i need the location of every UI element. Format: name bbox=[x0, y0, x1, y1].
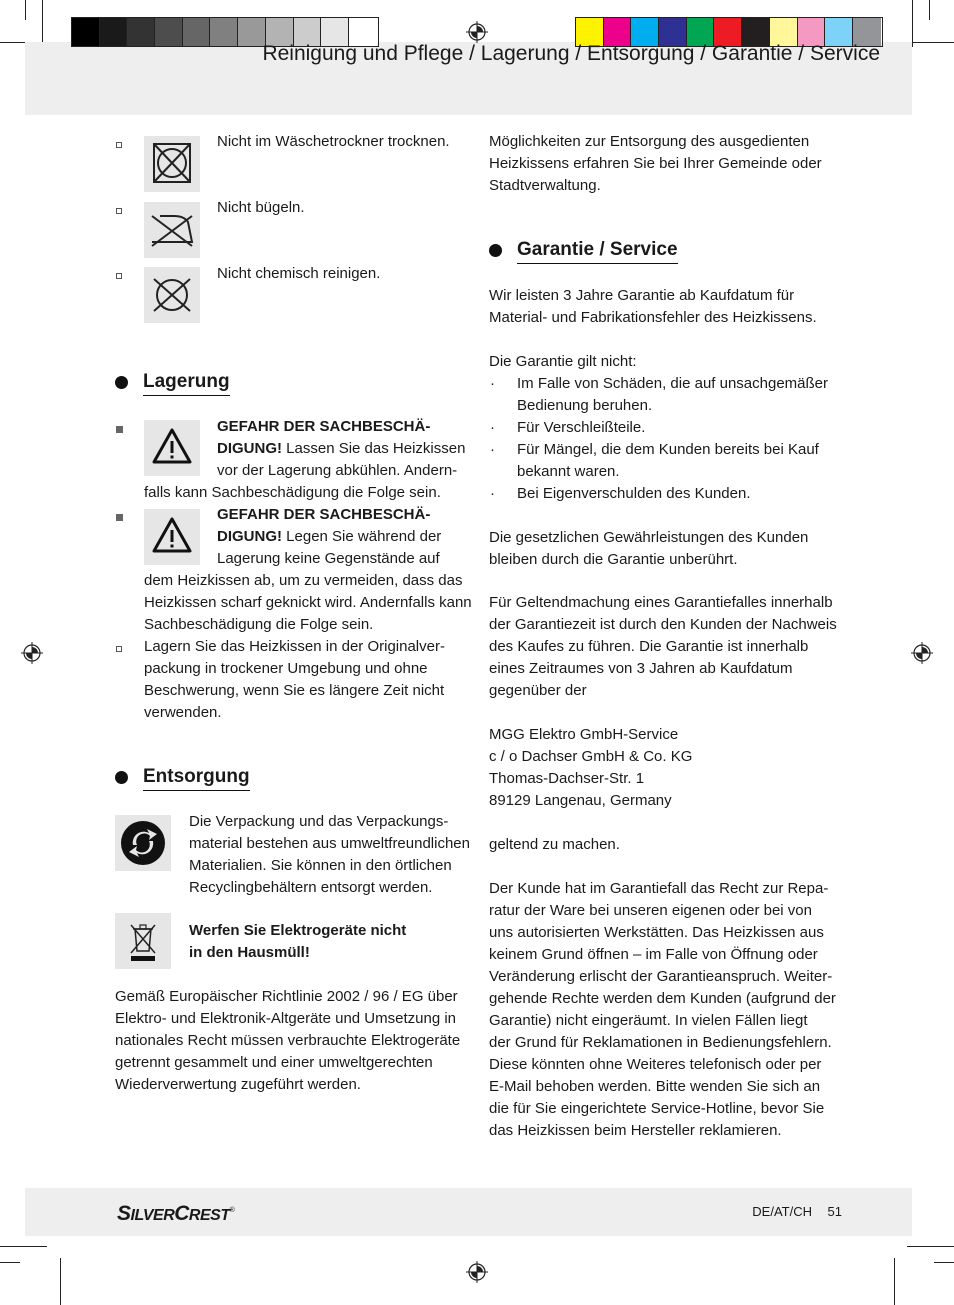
warranty-text: gegenüber der bbox=[489, 682, 587, 699]
list-bullet bbox=[116, 426, 123, 433]
warranty-text: E-Mail behoben werden. Bitte wenden Sie sich an bbox=[489, 1078, 821, 1095]
bullet-dot bbox=[115, 376, 128, 389]
disposal-intro: Möglichkeiten zur Entsorgung des ausgedienten bbox=[489, 133, 810, 150]
tip-text: Lagern Sie das Heizkissen in der Originalver- bbox=[144, 638, 445, 655]
warranty-text: die für Sie eingerichtete Service-Hotline, bevor Sie bbox=[489, 1100, 825, 1117]
list-bullet bbox=[116, 142, 122, 148]
warranty-exclusions-title: Die Garantie gilt nicht: bbox=[489, 353, 637, 370]
registration-mark-icon bbox=[21, 642, 43, 664]
warranty-text: Veränderung erlischt der Garantieanspruch. Weiter- bbox=[489, 968, 833, 985]
list-dot: · bbox=[490, 419, 495, 436]
warranty-text: der Garantiezeit ist durch den Kunden der Nachweis bbox=[489, 616, 837, 633]
silvercrest-logo: SILVERCREST® bbox=[117, 1202, 235, 1225]
warning-text: DIGUNG! Lassen Sie das Heizkissen bbox=[217, 440, 466, 457]
service-address: MGG Elektro GmbH-Service bbox=[489, 726, 679, 743]
warning-text: dem Heizkissen ab, um zu vermeiden, dass das bbox=[144, 572, 463, 589]
crop-mark bbox=[929, 0, 930, 20]
page-number: 51 bbox=[827, 1204, 842, 1219]
bullet-dot bbox=[489, 244, 502, 257]
warranty-text: Der Kunde hat im Garantiefall das Recht zur Repa- bbox=[489, 880, 829, 897]
warranty-text: der Grund für Reklamationen in Bedienungsfehlern. bbox=[489, 1034, 832, 1051]
color-swatch bbox=[155, 18, 183, 46]
warning-text: falls kann Sachbeschädigung die Folge sein. bbox=[144, 484, 441, 501]
disposal-intro: Stadtverwaltung. bbox=[489, 177, 601, 194]
list-bullet bbox=[116, 208, 122, 214]
crop-mark bbox=[934, 1262, 954, 1263]
care-text: Nicht bügeln. bbox=[217, 199, 305, 216]
crop-mark bbox=[25, 0, 26, 20]
recycling-green-dot-icon bbox=[115, 815, 171, 871]
warranty-text: Für Geltendmachung eines Garantiefalles innerhalb bbox=[489, 594, 833, 611]
no-iron-icon bbox=[144, 202, 200, 258]
bullet-dot bbox=[115, 771, 128, 784]
warranty-text: Diese könnten ohne Weiteres telefonisch oder per bbox=[489, 1056, 822, 1073]
crop-mark bbox=[60, 1258, 61, 1305]
care-text: Nicht chemisch reinigen. bbox=[217, 265, 381, 282]
exclusion-item: Bedienung beruhen. bbox=[517, 397, 653, 414]
warranty-text: gehende Rechte werden dem Kunden (aufgrund der bbox=[489, 990, 836, 1007]
warranty-text: eines Zeitraumes von 3 Jahren ab Kaufdatum bbox=[489, 660, 793, 677]
registration-mark-icon bbox=[466, 1261, 488, 1283]
warranty-text: Garantie) nicht eingeräumt. In vielen Fällen liegt bbox=[489, 1012, 808, 1029]
warning-icon bbox=[144, 420, 200, 476]
registration-mark-icon bbox=[466, 21, 488, 43]
warranty-text: Material- und Fabrikationsfehler des Heizkissens. bbox=[489, 309, 817, 326]
list-bullet bbox=[116, 646, 122, 652]
heading-label: Lagerung bbox=[143, 371, 230, 396]
list-bullet bbox=[116, 514, 123, 521]
exclusion-item: Bei Eigenverschulden des Kunden. bbox=[517, 485, 751, 502]
list-dot: · bbox=[490, 441, 495, 458]
recycle-text: Die Verpackung und das Verpackungs- bbox=[189, 813, 449, 830]
warranty-text: des Kaufes zu führen. Die Garantie ist innerhalb bbox=[489, 638, 809, 655]
crop-mark bbox=[0, 1262, 20, 1263]
recycle-text: Materialien. Sie können in den örtlichen bbox=[189, 857, 452, 874]
list-dot: · bbox=[490, 485, 495, 502]
warranty-text: keinem Grund öffnen – im Falle von Öffnung oder bbox=[489, 946, 818, 963]
service-address: 89129 Langenau, Germany bbox=[489, 792, 672, 809]
footer-band bbox=[25, 1188, 912, 1236]
warning-icon bbox=[144, 509, 200, 565]
heading-label: Entsorgung bbox=[143, 766, 250, 791]
color-swatch bbox=[100, 18, 128, 46]
color-swatch bbox=[183, 18, 211, 46]
warranty-text: ratur der Ware bei unseren eigenen oder bei von bbox=[489, 902, 812, 919]
warning-text: GEFAHR DER SACHBESCHÄ- bbox=[217, 418, 431, 435]
crop-mark bbox=[894, 1258, 895, 1305]
warranty-text: uns autorisierten Werkstätten. Das Heizkissen aus bbox=[489, 924, 824, 941]
registration-mark-icon bbox=[911, 642, 933, 664]
recycle-text: material bestehen aus umweltfreundlichen bbox=[189, 835, 470, 852]
warranty-text: Wir leisten 3 Jahre Garantie ab Kaufdatum für bbox=[489, 287, 795, 304]
crop-mark bbox=[0, 1246, 47, 1247]
directive-text: Gemäß Europäischer Richtlinie 2002 / 96 / EG über bbox=[115, 988, 458, 1005]
no-tumble-dry-icon bbox=[144, 136, 200, 192]
warranty-text: Die gesetzlichen Gewährleistungen des Kunden bbox=[489, 529, 809, 546]
warranty-text: geltend zu machen. bbox=[489, 836, 620, 853]
list-bullet bbox=[116, 273, 122, 279]
crossed-bin-icon bbox=[115, 913, 171, 969]
color-swatch bbox=[210, 18, 238, 46]
service-address: c / o Dachser GmbH & Co. KG bbox=[489, 748, 693, 765]
color-swatch bbox=[127, 18, 155, 46]
warning-text: GEFAHR DER SACHBESCHÄ- bbox=[217, 506, 431, 523]
recycle-text: Recyclingbehältern entsorgt werden. bbox=[189, 879, 433, 896]
directive-text: Elektro- und Elektronik-Altgeräte und Umsetzung in bbox=[115, 1010, 457, 1027]
page-title: Reinigung und Pflege / Lagerung / Entsorgung / Garantie / Service bbox=[262, 42, 880, 65]
weee-warning: in den Hausmüll! bbox=[189, 944, 310, 961]
tip-text: packung in trockener Umgebung und ohne bbox=[144, 660, 428, 677]
directive-text: nationales Recht müssen verbrauchte Elektrogeräte bbox=[115, 1032, 461, 1049]
directive-text: getrennt gesammelt und einer umweltgerechten bbox=[115, 1054, 433, 1071]
weee-warning: Werfen Sie Elektrogeräte nicht bbox=[189, 922, 407, 939]
exclusion-item: Für Verschleißteile. bbox=[517, 419, 646, 436]
tip-text: verwenden. bbox=[144, 704, 222, 721]
no-dry-clean-icon bbox=[144, 267, 200, 323]
crop-mark bbox=[42, 0, 43, 47]
color-swatch bbox=[72, 18, 100, 46]
disposal-intro: Heizkissens erfahren Sie bei Ihrer Gemeinde oder bbox=[489, 155, 822, 172]
tip-text: Beschwerung, wenn Sie es längere Zeit nicht bbox=[144, 682, 445, 699]
warning-text: Heizkissen scharf geknickt wird. Andernfalls kann bbox=[144, 594, 472, 611]
warning-text: Sachbeschädigung die Folge sein. bbox=[144, 616, 374, 633]
exclusion-item: Im Falle von Schäden, die auf unsachgemäßer bbox=[517, 375, 829, 392]
warranty-text: bleiben durch die Garantie unberührt. bbox=[489, 551, 738, 568]
warranty-text: das Heizkissen beim Hersteller reklamieren. bbox=[489, 1122, 782, 1139]
crop-mark bbox=[907, 42, 954, 43]
crop-mark bbox=[907, 1246, 954, 1247]
list-dot: · bbox=[490, 375, 495, 392]
heading-label: Garantie / Service bbox=[517, 239, 678, 264]
exclusion-item: Für Mängel, die dem Kunden bereits bei Kauf bbox=[517, 441, 819, 458]
directive-text: Wiederverwertung zugeführt werden. bbox=[115, 1076, 361, 1093]
region-label: DE/AT/CH bbox=[752, 1204, 812, 1219]
care-text: Nicht im Wäschetrockner trocknen. bbox=[217, 133, 450, 150]
warning-text: Lagerung keine Gegenstände auf bbox=[217, 550, 440, 567]
exclusion-item: bekannt waren. bbox=[517, 463, 620, 480]
warning-text: DIGUNG! Legen Sie während der bbox=[217, 528, 442, 545]
warning-text: vor der Lagerung abkühlen. Andern- bbox=[217, 462, 458, 479]
service-address: Thomas-Dachser-Str. 1 bbox=[489, 770, 645, 787]
crop-mark bbox=[912, 0, 913, 47]
